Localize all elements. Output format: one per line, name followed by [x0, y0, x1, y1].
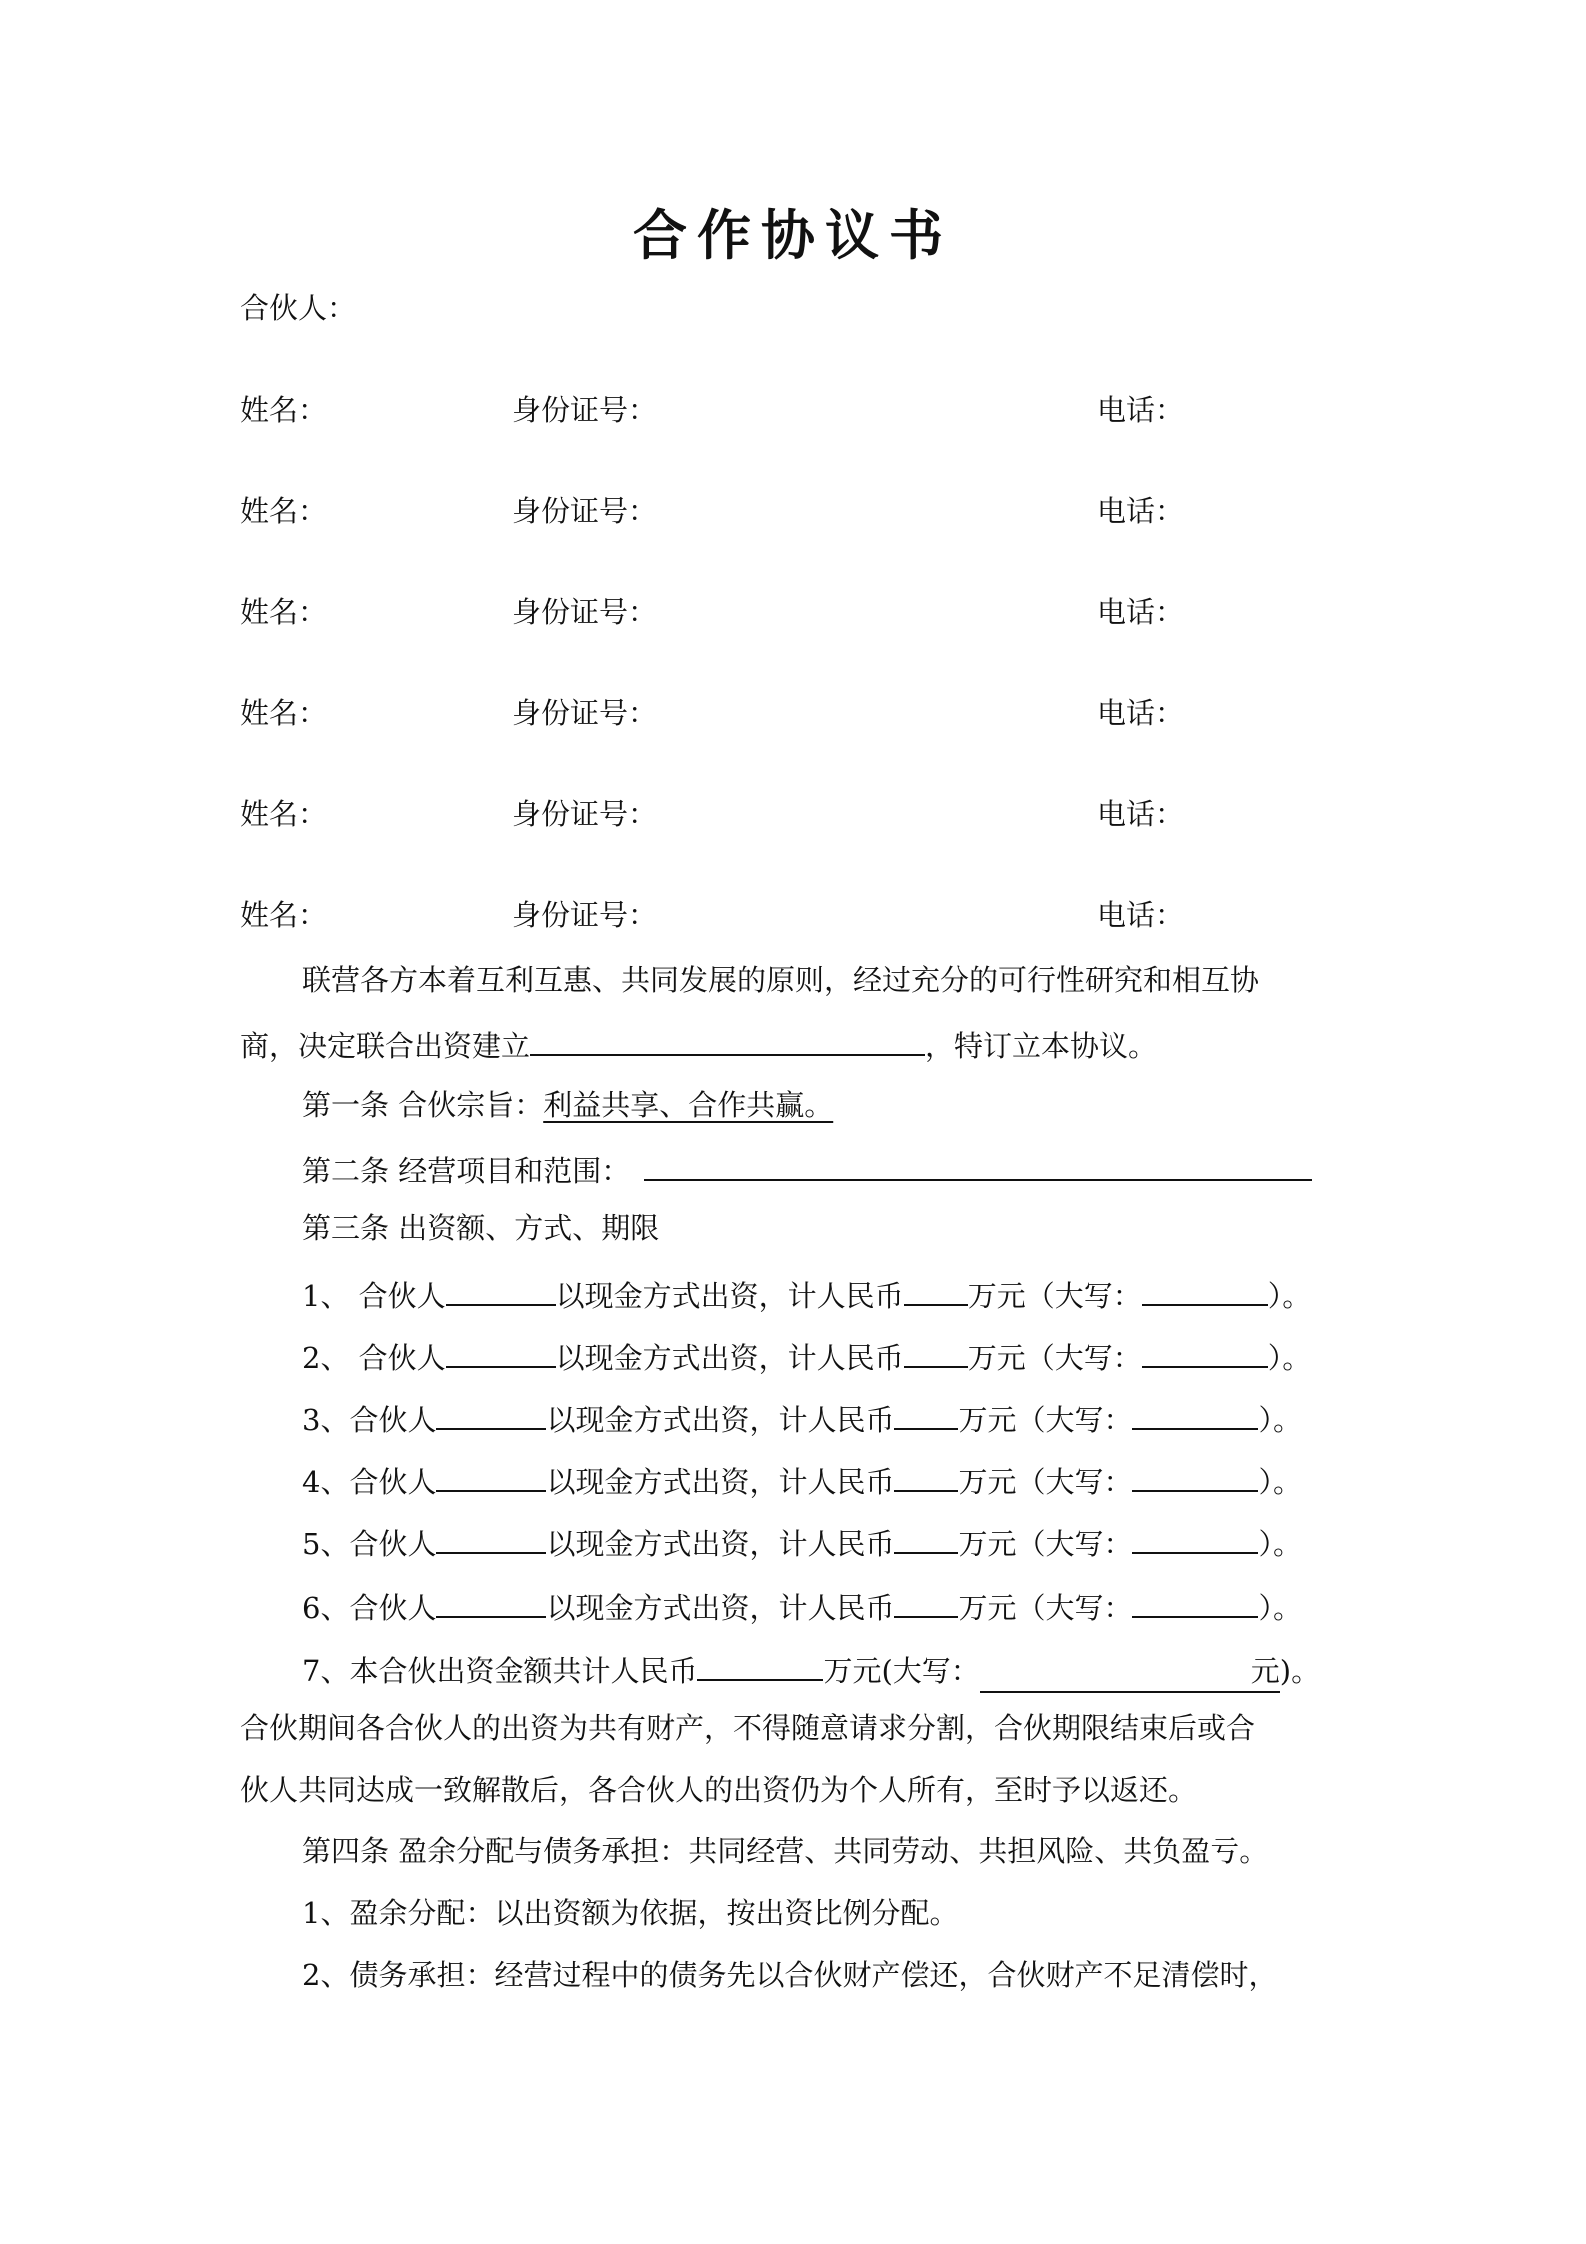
item-unit: 万元（大写：	[958, 1527, 1133, 1561]
phone-label: 电话：	[1097, 595, 1185, 629]
amount-blank[interactable]	[904, 1334, 968, 1368]
item-prefix: 4、合伙人	[302, 1465, 437, 1499]
partner-row	[0, 491, 1586, 531]
article-3-label: 第三条 出资额、方式、期限	[302, 1211, 660, 1245]
item-end: ）。	[1258, 1527, 1302, 1561]
amount-words-blank[interactable]	[1132, 1458, 1258, 1492]
item-end: ）。	[1258, 1403, 1302, 1437]
amount-words-blank[interactable]	[1142, 1334, 1268, 1368]
property-para-line-1: 合伙期间各合伙人的出资为共有财产，不得随意请求分割，合伙期限结束后或合	[240, 1711, 1256, 1745]
phone-label: 电话：	[1097, 393, 1185, 427]
contribution-item	[302, 1396, 1302, 1440]
amount-words-blank[interactable]	[1132, 1520, 1258, 1554]
item-mid: 以现金方式出资，计人民币	[555, 1341, 904, 1375]
partner-name-blank[interactable]	[446, 1334, 556, 1368]
yuan-label: 元	[1250, 1654, 1280, 1688]
partner-name-blank[interactable]	[436, 1458, 546, 1492]
name-label: 姓名：	[240, 595, 328, 629]
partner-row	[0, 895, 1586, 935]
item-end: ）。	[1258, 1465, 1302, 1499]
amount-words-blank[interactable]	[1132, 1396, 1258, 1430]
item-prefix: 2、 合伙人	[302, 1341, 446, 1375]
partners-label: 合伙人：	[240, 291, 357, 325]
partner-name-blank[interactable]	[436, 1584, 546, 1618]
item-unit: 万元（大写：	[958, 1465, 1133, 1499]
item-unit: 万元（大写：	[958, 1591, 1133, 1625]
item-prefix: 6、合伙人	[302, 1591, 437, 1625]
amount-blank[interactable]	[894, 1458, 958, 1492]
item-mid: 以现金方式出资，计人民币	[546, 1403, 895, 1437]
id-number-label: 身份证号：	[512, 696, 658, 730]
partner-name-blank[interactable]	[446, 1272, 556, 1306]
item-mid: 以现金方式出资，计人民币	[555, 1279, 904, 1313]
name-label: 姓名：	[240, 494, 328, 528]
name-label: 姓名：	[240, 898, 328, 932]
item-unit: 万元（大写：	[967, 1279, 1142, 1313]
partner-name-blank[interactable]	[436, 1396, 546, 1430]
contribution-item	[302, 1334, 1311, 1378]
item-prefix: 3、合伙人	[302, 1403, 437, 1437]
total-contribution	[302, 1647, 1320, 1693]
id-number-label: 身份证号：	[512, 797, 658, 831]
amount-words-blank[interactable]	[1142, 1272, 1268, 1306]
item-mid: 以现金方式出资，计人民币	[546, 1591, 895, 1625]
intro-prefix: 商，决定联合出资建立	[240, 1029, 531, 1063]
article-4-item-1: 1、盈余分配：以出资额为依据，按出资比例分配。	[302, 1896, 959, 1930]
partner-row	[0, 592, 1586, 632]
article-4-item-2: 2、债务承担：经营过程中的债务先以合伙财产偿还，合伙财产不足清偿时，	[302, 1958, 1278, 1992]
contribution-item	[302, 1520, 1302, 1564]
amount-blank[interactable]	[894, 1396, 958, 1430]
id-number-label: 身份证号：	[512, 898, 658, 932]
name-label: 姓名：	[240, 797, 328, 831]
article-2-label: 第二条 经营项目和范围：	[302, 1154, 631, 1188]
company-name-blank[interactable]	[530, 1022, 925, 1056]
item-end: ）。	[1267, 1279, 1312, 1313]
amount-blank[interactable]	[904, 1272, 968, 1306]
property-para-line-2: 伙人共同达成一致解散后，各合伙人的出资仍为个人所有，至时予以返还。	[240, 1773, 1198, 1807]
document-title: 合作协议书	[633, 203, 953, 267]
contribution-item	[302, 1584, 1302, 1628]
amount-blank[interactable]	[894, 1520, 958, 1554]
total-end: )。	[1279, 1654, 1321, 1688]
article-1	[302, 1085, 833, 1125]
article-1-value: 利益共享、合作共赢。	[543, 1088, 834, 1122]
phone-label: 电话：	[1097, 797, 1185, 831]
phone-label: 电话：	[1097, 898, 1185, 932]
total-amount-words-blank[interactable]	[980, 1651, 1280, 1693]
partner-row	[0, 693, 1586, 733]
phone-label: 电话：	[1097, 494, 1185, 528]
total-unit: 万元(大写：	[823, 1654, 980, 1688]
id-number-label: 身份证号：	[512, 393, 658, 427]
item-mid: 以现金方式出资，计人民币	[546, 1527, 895, 1561]
item-end: ）。	[1267, 1341, 1312, 1375]
id-number-label: 身份证号：	[512, 595, 658, 629]
total-prefix: 7、本合伙出资金额共计人民币	[302, 1654, 698, 1688]
contribution-item	[302, 1458, 1302, 1502]
name-label: 姓名：	[240, 393, 328, 427]
article-1-label: 第一条 合伙宗旨：	[302, 1088, 544, 1122]
partner-row	[0, 390, 1586, 430]
item-mid: 以现金方式出资，计人民币	[546, 1465, 895, 1499]
phone-label: 电话：	[1097, 696, 1185, 730]
name-label: 姓名：	[240, 696, 328, 730]
amount-words-blank[interactable]	[1132, 1584, 1258, 1618]
total-amount-blank[interactable]	[697, 1647, 823, 1681]
id-number-label: 身份证号：	[512, 494, 658, 528]
amount-blank[interactable]	[894, 1584, 958, 1618]
item-end: ）。	[1258, 1591, 1302, 1625]
item-prefix: 5、合伙人	[302, 1527, 437, 1561]
partner-row	[0, 794, 1586, 834]
article-2	[302, 1147, 1312, 1191]
intro-line-1: 联营各方本着互利互惠、共同发展的原则，经过充分的可行性研究和相互协	[302, 963, 1260, 997]
article-4-label: 第四条 盈余分配与债务承担：共同经营、共同劳动、共担风险、共负盈亏。	[302, 1834, 1269, 1868]
partner-name-blank[interactable]	[436, 1520, 546, 1554]
intro-line-2	[240, 1022, 1157, 1066]
contribution-item	[302, 1272, 1311, 1316]
business-scope-blank[interactable]	[644, 1147, 1312, 1181]
item-prefix: 1、 合伙人	[302, 1279, 446, 1313]
intro-suffix: ，特订立本协议。	[925, 1029, 1158, 1063]
item-unit: 万元（大写：	[967, 1341, 1142, 1375]
item-unit: 万元（大写：	[958, 1403, 1133, 1437]
